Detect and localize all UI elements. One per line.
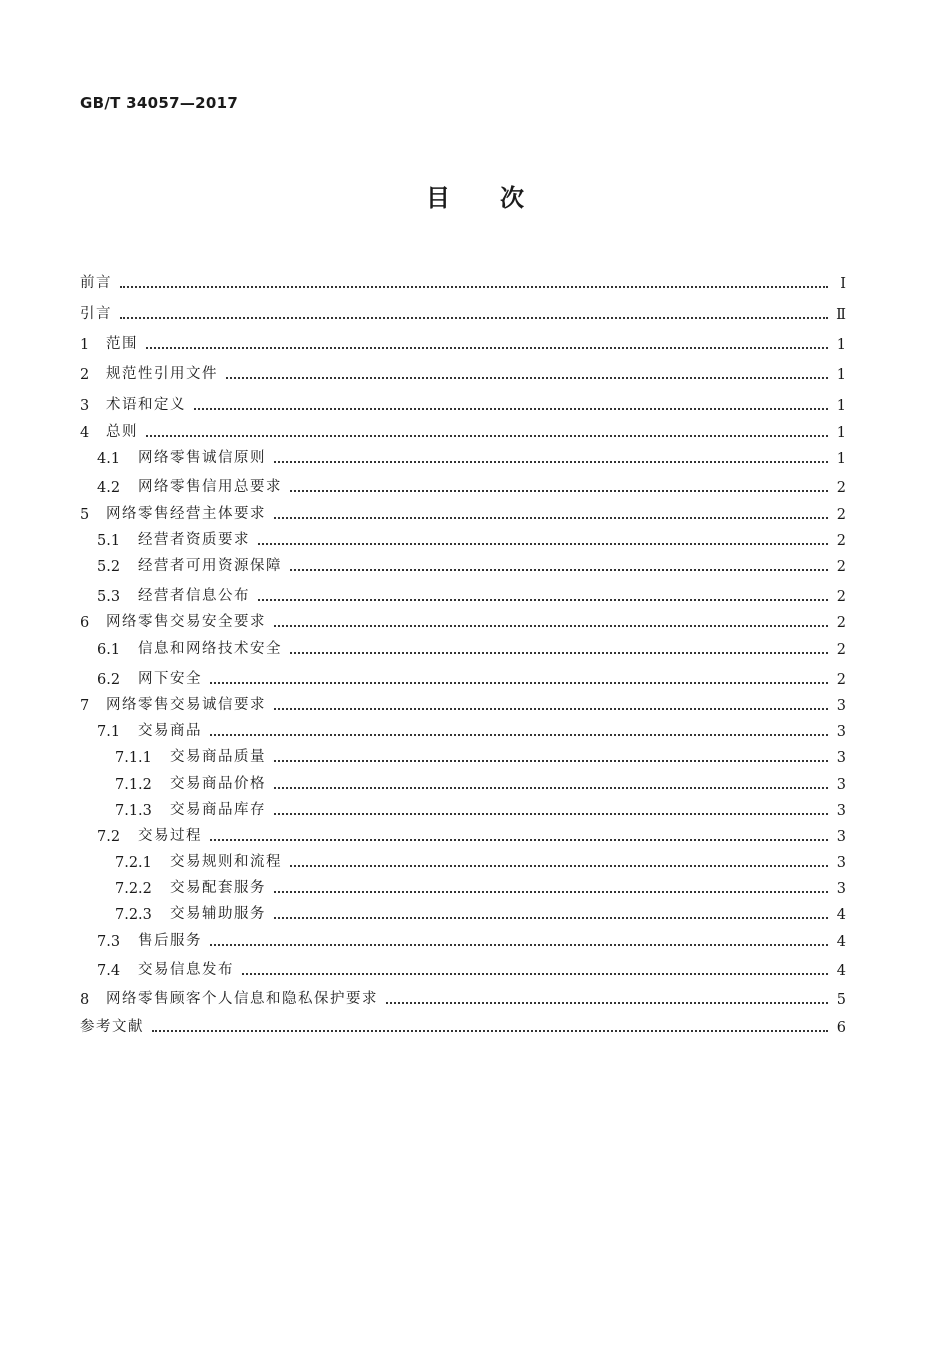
toc-entry-number: 4.1: [97, 451, 121, 467]
toc-entry-label: 规范性引用文件: [106, 366, 218, 382]
toc-entry[interactable]: [80, 383, 846, 414]
toc-entry-number: 6.1: [97, 642, 121, 658]
toc-entry-page-number: 1: [836, 367, 846, 383]
toc-entry[interactable]: [80, 323, 846, 353]
toc-entry[interactable]: [80, 819, 846, 845]
toc-entry[interactable]: [80, 897, 846, 923]
toc-entry-label: 前言: [80, 275, 112, 291]
toc-entry[interactable]: [80, 871, 846, 897]
toc-entry-number: 7.2.3: [115, 907, 152, 923]
toc-entry-page-number: 3: [836, 698, 846, 714]
toc-entry[interactable]: [80, 714, 846, 740]
toc-entry-page-number: 2: [836, 672, 846, 688]
dot-leader: [274, 891, 828, 893]
toc-entry-number: 7.2.1: [115, 855, 152, 871]
toc-entry[interactable]: [80, 979, 846, 1008]
toc-entry-number: 5.3: [97, 589, 121, 605]
toc-entry[interactable]: [80, 766, 846, 793]
toc-entry-label: 术语和定义: [106, 397, 186, 413]
toc-entry[interactable]: [80, 845, 846, 871]
toc-entry-page-number: Ⅰ: [840, 276, 846, 292]
toc-entry-page-number: 4: [836, 907, 846, 923]
toc-entry[interactable]: [80, 575, 846, 605]
toc-entry-number: 7.2.2: [115, 881, 152, 897]
toc-entry-page-number: 3: [836, 803, 846, 819]
dot-leader: [226, 377, 828, 379]
toc-entry-page-number: 4: [836, 934, 846, 950]
toc-entry[interactable]: [80, 950, 846, 979]
toc-entry-label: 网络零售信用总要求: [138, 479, 282, 495]
dot-leader: [290, 490, 828, 492]
dot-leader: [146, 435, 828, 437]
toc-entry-number: 1: [80, 337, 90, 353]
dot-leader: [290, 865, 828, 867]
toc-entry-label: 范围: [106, 336, 138, 352]
toc-entry-label: 交易商品质量: [170, 749, 266, 765]
toc-entry[interactable]: [80, 1008, 846, 1036]
toc-entry[interactable]: [80, 467, 846, 496]
dot-leader: [210, 944, 828, 946]
toc-entry-label: 网络零售交易诚信要求: [106, 697, 266, 713]
toc-entry-page-number: 6: [836, 1020, 846, 1036]
toc-entry[interactable]: [80, 605, 846, 631]
table-of-contents: [80, 262, 846, 1036]
toc-entry[interactable]: [80, 523, 846, 549]
toc-entry-page-number: 3: [836, 777, 846, 793]
toc-entry-page-number: 2: [836, 507, 846, 523]
toc-entry-label: 网络零售顾客个人信息和隐私保护要求: [106, 991, 378, 1007]
toc-entry-page-number: 3: [836, 829, 846, 845]
dot-leader: [386, 1002, 828, 1004]
dot-leader: [120, 317, 828, 319]
toc-entry-page-number: 2: [836, 559, 846, 575]
toc-entry-page-number: 2: [836, 642, 846, 658]
dot-leader: [210, 839, 828, 841]
toc-entry-label: 经营者可用资源保障: [138, 558, 282, 574]
toc-entry-page-number: 2: [836, 589, 846, 605]
dot-leader: [274, 917, 828, 919]
dot-leader: [274, 517, 828, 519]
toc-entry-number: 6.2: [97, 672, 121, 688]
standard-code: GB/T 34057—2017: [80, 94, 239, 112]
toc-entry-number: 7.1.2: [115, 777, 152, 793]
toc-entry[interactable]: [80, 353, 846, 383]
toc-entry-number: 5: [80, 507, 90, 523]
dot-leader: [120, 286, 828, 288]
toc-entry[interactable]: [80, 414, 846, 441]
toc-entry-number: 7.2: [97, 829, 121, 845]
toc-entry-label: 交易商品库存: [170, 802, 266, 818]
dot-leader: [274, 813, 828, 815]
toc-entry-number: 4.2: [97, 480, 121, 496]
toc-entry[interactable]: [80, 496, 846, 523]
toc-entry-number: 6: [80, 615, 90, 631]
dot-leader: [274, 625, 828, 627]
dot-leader: [146, 347, 828, 349]
toc-entry-page-number: 3: [836, 881, 846, 897]
dot-leader: [210, 734, 828, 736]
toc-entry-page-number: 3: [836, 750, 846, 766]
toc-entry-label: 交易规则和流程: [170, 854, 282, 870]
toc-entry[interactable]: [80, 441, 846, 467]
toc-entry-label: 经营者资质要求: [138, 532, 250, 548]
dot-leader: [290, 569, 828, 571]
toc-entry-label: 交易信息发布: [138, 962, 234, 978]
toc-entry-label: 售后服务: [138, 933, 202, 949]
toc-entry-label: 交易辅助服务: [170, 906, 266, 922]
dot-leader: [274, 760, 828, 762]
toc-entry-label: 交易过程: [138, 828, 202, 844]
toc-entry[interactable]: [80, 793, 846, 819]
toc-entry-page-number: 1: [836, 425, 846, 441]
dot-leader: [274, 461, 828, 463]
dot-leader: [194, 408, 828, 410]
toc-entry[interactable]: [80, 549, 846, 575]
toc-entry-page-number: 3: [836, 855, 846, 871]
dot-leader: [152, 1030, 828, 1032]
toc-entry-page-number: 2: [836, 480, 846, 496]
toc-entry-page-number: 1: [836, 451, 846, 467]
toc-entry-number: 7.1.3: [115, 803, 152, 819]
dot-leader: [258, 543, 828, 545]
toc-entry-label: 交易商品价格: [170, 776, 266, 792]
dot-leader: [210, 682, 828, 684]
toc-entry-page-number: 4: [836, 963, 846, 979]
toc-entry[interactable]: [80, 262, 846, 292]
toc-entry-number: 3: [80, 398, 90, 414]
toc-entry-label: 网络零售交易安全要求: [106, 614, 266, 630]
page-title: 目次: [426, 184, 574, 212]
dot-leader: [274, 708, 828, 710]
dot-leader: [274, 787, 828, 789]
dot-leader: [258, 599, 828, 601]
toc-entry-page-number: 3: [836, 724, 846, 740]
toc-entry-number: 5.2: [97, 559, 121, 575]
toc-entry-number: 7.1: [97, 724, 121, 740]
toc-entry[interactable]: [80, 688, 846, 714]
dot-leader: [290, 652, 828, 654]
toc-entry-page-number: 1: [836, 337, 846, 353]
toc-entry-number: 7.3: [97, 934, 121, 950]
toc-entry-label: 网络零售经营主体要求: [106, 506, 266, 522]
toc-entry-number: 4: [80, 425, 90, 441]
toc-entry-number: 8: [80, 992, 90, 1008]
toc-entry[interactable]: [80, 923, 846, 950]
toc-entry-page-number: 2: [836, 615, 846, 631]
toc-entry-page-number: 5: [836, 992, 846, 1008]
toc-entry[interactable]: [80, 740, 846, 766]
toc-entry-page-number: Ⅱ: [836, 307, 846, 323]
toc-entry[interactable]: [80, 292, 846, 323]
toc-entry-label: 交易配套服务: [170, 880, 266, 896]
toc-entry-number: 7.4: [97, 963, 121, 979]
toc-entry-label: 参考文献: [80, 1019, 144, 1035]
toc-entry-label: 信息和网络技术安全: [138, 641, 282, 657]
dot-leader: [242, 973, 828, 975]
toc-entry-label: 经营者信息公布: [138, 588, 250, 604]
toc-entry-number: 7: [80, 698, 90, 714]
toc-entry-page-number: 2: [836, 533, 846, 549]
toc-entry[interactable]: [80, 631, 846, 658]
toc-entry-label: 网络零售诚信原则: [138, 450, 266, 466]
toc-entry-page-number: 1: [836, 398, 846, 414]
toc-entry-label: 交易商品: [138, 723, 202, 739]
toc-entry-label: 总则: [106, 424, 138, 440]
toc-entry-label: 引言: [80, 306, 112, 322]
toc-entry-number: 7.1.1: [115, 750, 152, 766]
toc-entry-label: 网下安全: [138, 671, 202, 687]
toc-entry[interactable]: [80, 658, 846, 688]
toc-entry-number: 2: [80, 367, 90, 383]
toc-entry-number: 5.1: [97, 533, 121, 549]
